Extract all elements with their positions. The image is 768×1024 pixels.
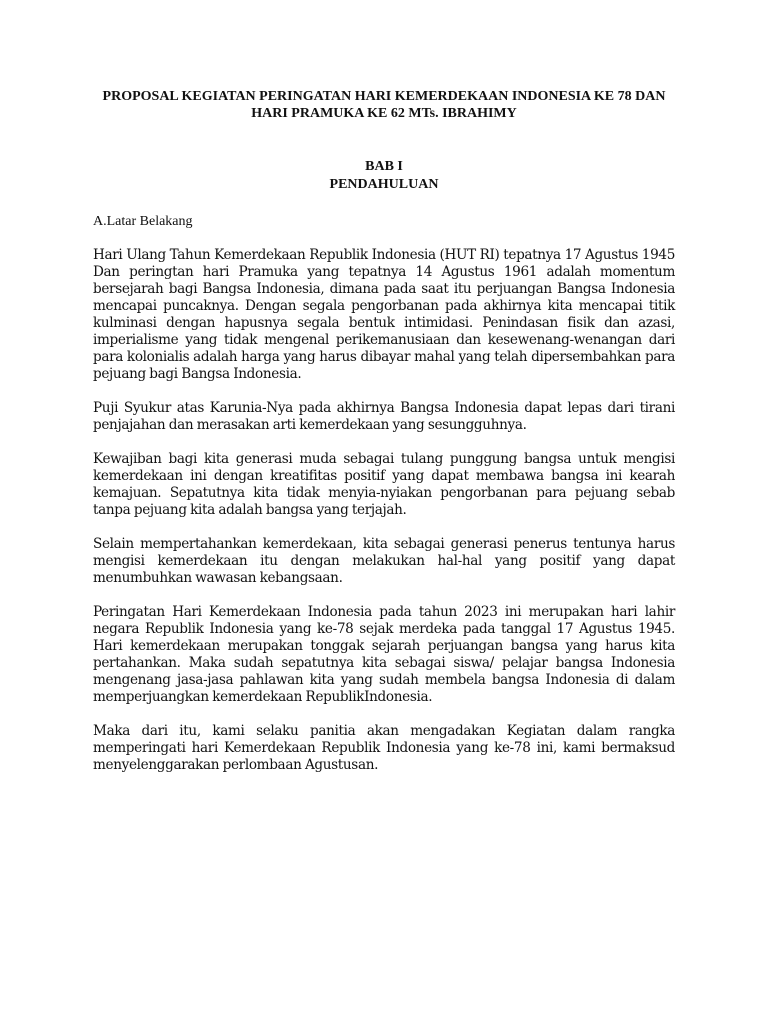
chapter-title: PENDAHULUAN [329, 177, 439, 192]
chapter-heading [93, 158, 675, 194]
paragraph-6: Maka dari itu, kami selaku panitia akan mengadakan Kegiatan dalam rangka memperingati hari Kemerdekaan Republik Indonesia yang ke-78 ini, kami bermaksud menyelenggarakan perlombaan Agustusan. [93, 723, 675, 773]
chapter-number: BAB I [365, 159, 403, 174]
document-title: PROPOSAL KEGIATAN PERINGATAN HARI KEMERDEKAAN INDONESIA KE 78 DAN HARI PRAMUKA KE 62 MTs. IBRAHIMY [102, 89, 666, 121]
section-heading: A.Latar Belakang [93, 214, 193, 229]
document-page [93, 88, 675, 774]
paragraph-5: Peringatan Hari Kemerdekaan Indonesia pada tahun 2023 ini merupakan hari lahir negara Republik Indonesia yang ke-78 sejak merdeka pada tanggal 17 Agustus 1945. Hari kemerdekaan merupakan tonggak sejarah perjuangan bangsa yang harus kita pertahankan. Maka sudah sepatutnya kita sebagai siswa/ pelajar bangsa Indonesia mengenang jasa-jasa pahlawan kita yang sudah membela bangsa Indonesia di dalam memperjuangkan kemerdekaan RepublikIndonesia. [93, 604, 675, 705]
paragraph-1: Hari Ulang Tahun Kemerdekaan Republik Indonesia (HUT RI) tepatnya 17 Agustus 1945 Dan peringtan hari Pramuka yang tepatnya 14 Agustus 1961 adalah momentum bersejarah bagi Bangsa Indonesia, dimana pada saat itu perjuangan Bangsa Indonesia mencapai puncaknya. Dengan segala pengorbanan pada akhirnya kita mencapai titik kulminasi dengan hapusnya segala bentuk intimidasi. Penindasan fisik dan azasi, imperialisme yang tidak mengenal perikemanusiaan dan kesewenang-wenangan dari para kolonialis adalah harga yang harus dibayar mahal yang telah dipersembahkan para pejuang bagi Bangsa Indonesia. [93, 247, 675, 382]
paragraph-3: Kewajiban bagi kita generasi muda sebagai tulang punggung bangsa untuk mengisi kemerdekaan ini dengan kreatifitas positif yang dapat membawa bangsa ini kearah kemajuan. Sepatutnya kita tidak menyia-nyiakan pengorbanan para pejuang sebab tanpa pejuang kita adalah bangsa yang terjajah. [93, 451, 675, 518]
paragraph-4: Selain mempertahankan kemerdekaan, kita sebagai generasi penerus tentunya harus mengisi kemerdekaan itu dengan melakukan hal-hal yang positif yang dapat menumbuhkan wawasan kebangsaan. [93, 536, 675, 586]
paragraph-2: Puji Syukur atas Karunia-Nya pada akhirnya Bangsa Indonesia dapat lepas dari tirani penjajahan dan merasakan arti kemerdekaan yang sesungguhnya. [93, 400, 675, 433]
